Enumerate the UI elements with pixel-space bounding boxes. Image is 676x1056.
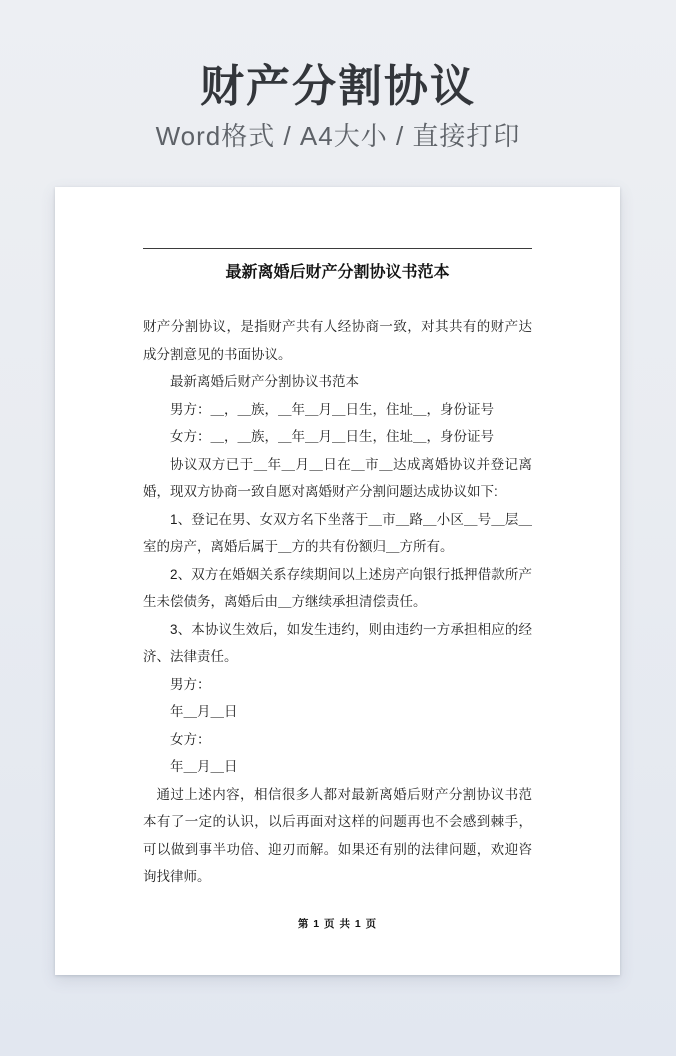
doc-paragraph: 年＿月＿日 xyxy=(170,704,238,719)
letterhead-rule xyxy=(143,248,532,249)
page-number-footer: 第 1 页 共 1 页 xyxy=(297,918,378,930)
doc-paragraph: 男方：＿，＿族，＿年＿月＿日生，住址＿，身份证号 xyxy=(170,401,494,417)
page-subtitle: Word格式 / A4大小 / 直接打印 xyxy=(155,121,521,151)
document-body xyxy=(143,313,532,891)
document-content xyxy=(143,248,532,891)
page-header xyxy=(0,0,676,151)
doc-paragraph: 最新离婚后财产分割协议书范本 xyxy=(170,374,359,389)
doc-paragraph: 2、双方在婚姻关系存续期间以上述房产向银行抵押借款所产生未偿债务，离婚后由＿方继续承担清偿责任。 xyxy=(143,566,532,609)
doc-paragraph: 协议双方已于＿年＿月＿日在＿市＿达成离婚协议并登记离婚，现双方协商一致自愿对离婚财产分割问题达成协议如下: xyxy=(143,456,532,499)
doc-paragraph: 年＿月＿日 xyxy=(170,759,238,774)
doc-paragraph: 女方： xyxy=(170,731,211,747)
doc-paragraph: 女方：＿，＿族，＿年＿月＿日生，住址＿，身份证号 xyxy=(170,429,494,444)
doc-paragraph: 男方： xyxy=(170,676,211,692)
document-page xyxy=(55,187,620,975)
document-title: 最新离婚后财产分割协议书范本 xyxy=(225,264,450,281)
doc-paragraph: 财产分割协议，是指财产共有人经协商一致，对其共有的财产达成分割意见的书面协议。 xyxy=(143,319,532,362)
doc-paragraph: 通过上述内容，相信很多人都对最新离婚后财产分割协议书范本有了一定的认识，以后再面对这样的问题再也不会感到棘手，可以做到事半功倍、迎刃而解。如果还有别的法律问题，欢迎咨询找律师。 xyxy=(143,786,532,884)
doc-paragraph: 1、登记在男、女双方名下坐落于＿市＿路＿小区＿号＿层＿室的房产，离婚后属于＿方的共有份额归＿方所有。 xyxy=(143,511,532,554)
doc-paragraph: 3、本协议生效后，如发生违约，则由违约一方承担相应的经济、法律责任。 xyxy=(143,621,532,664)
page-title: 财产分割协议 xyxy=(200,62,476,111)
